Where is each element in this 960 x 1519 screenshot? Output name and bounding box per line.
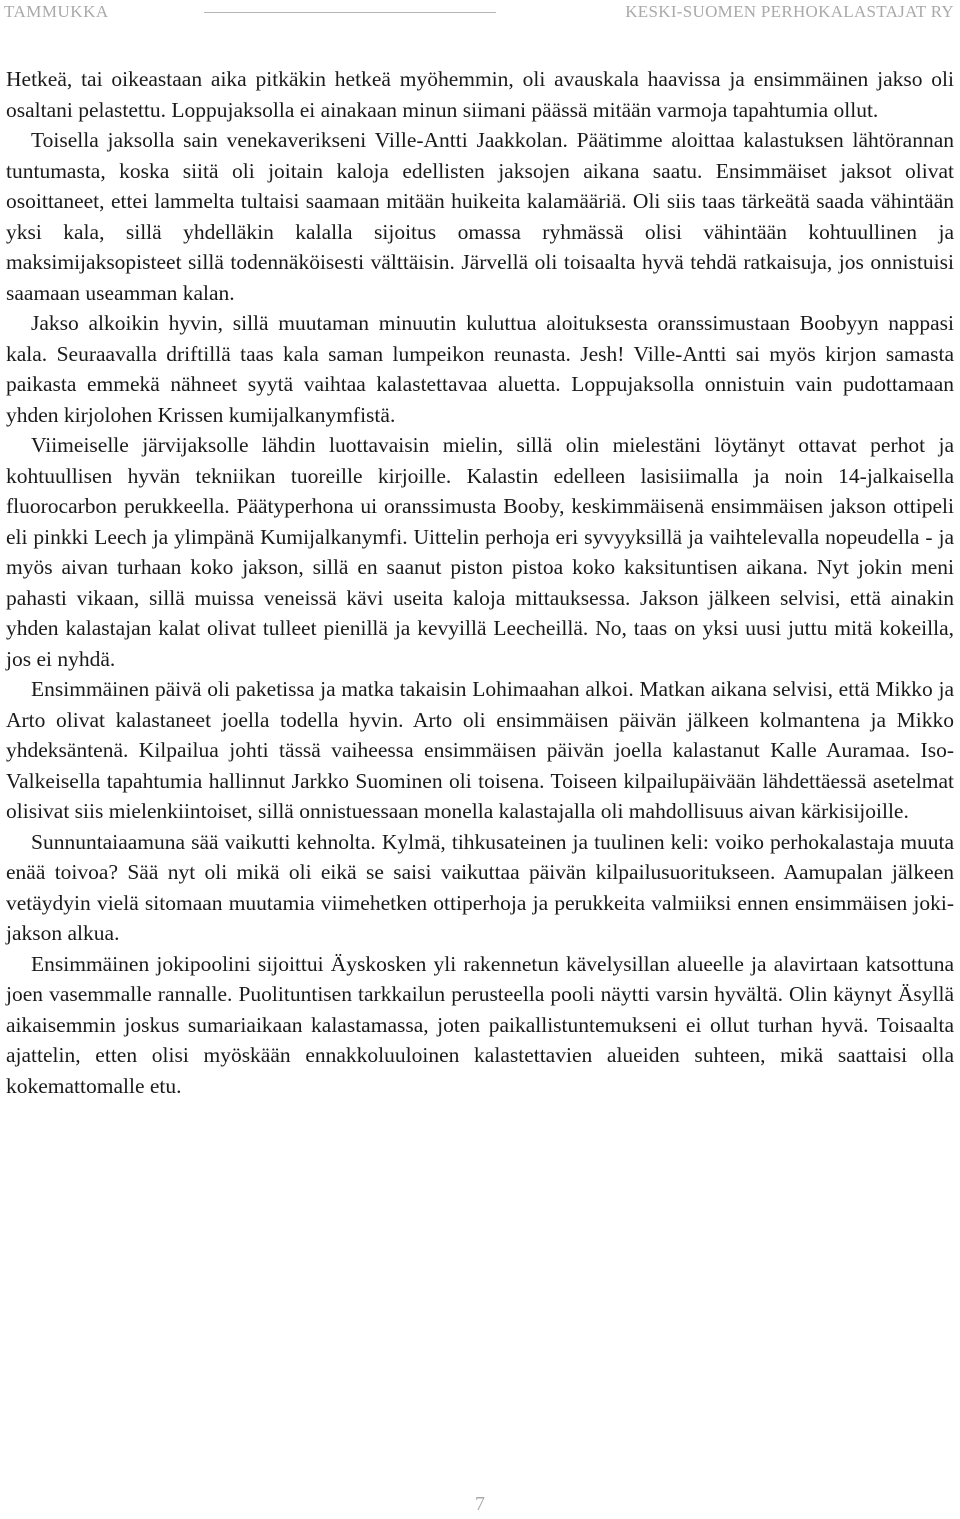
paragraph: Sunnuntaiaamuna sää vaikutti kehnolta. Kylmä, tihkusateinen ja tuulinen keli: voiko perhokalastaja muuta enää toivoa? Sää nyt oli mikä oli eikä se saisi vaikuttaa päivän kilpailusuoritukseen. Aamupalan jälkeen vetäydyin vielä sitomaan muutamia viimehetken ottiperhoja ja perukkeita valmiiksi ennen ensimmäisen jokijakson alkua. <box>6 829 954 945</box>
header-publication-title: TAMMUKKA <box>4 2 109 21</box>
header-organization: KESKI-SUOMEN PERHOKALASTAJAT RY <box>625 2 954 21</box>
paragraph: Ensimmäinen jokipoolini sijoittui Äyskosken yli rakennetun kävelysillan alueelle ja alavirtaan katsottuna joen vasemmalle rannalle. Puolituntisen tarkkailun perusteella pooli näytti varsin hyvältä. Olin käynyt Äsyllä aikaisemmin joskus sumariaikaan kalastamassa, joten paikallistuntemukseni ei ollut turhan hyvä. Toisaalta ajattelin, etten olisi myöskään ennakkoluuloinen kalastettavien alueiden suhteen, mikä saattaisi olla kokemattomalle etu. <box>6 951 954 1098</box>
paragraph: Ensimmäinen päivä oli paketissa ja matka takaisin Lohimaahan alkoi. Matkan aikana selvisi, että Mikko ja Arto olivat kalastaneet joella todella hyvin. Arto oli ensimmäisen päivän jälkeen kolmantena ja Mikko yhdeksäntenä. Kilpailua johti tässä vaiheessa ensimmäisen päivän joella kalastanut Kalle Auramaa. Iso-Valkeisella tapahtumia hallinnut Jarkko Suominen oli toisena. Toiseen kilpailupäivään lähdettäessä asetelmat olisivat siis mielenkiintoiset, sillä onnistuessaan monella kalastajalla oli mahdollisuus aivan kärkisijoille. <box>6 677 954 823</box>
header-divider <box>204 12 496 13</box>
paragraph: Hetkeä, tai oikeastaan aika pitkäkin hetkeä myöhemmin, oli avauskala haavissa ja ensimmäinen jakso oli osaltani pelastettu. Loppujaksolla ei ainakaan minun siimani päässä mitään varmoja tapahtumia ollut. <box>6 67 954 122</box>
paragraph: Viimeiselle järvijaksolle lähdin luottavaisin mielin, sillä olin mielestäni löytänyt ottavat perhot ja kohtuullisen hyvän tekniikan tuoreille kirjoille. Kalastin edelleen lasisiimalla ja noin 14-jalkaisella fluorocarbon perukkeella. Päätyperhona ui oranssimusta Booby, keskimmäisenä ensimmäisen jakson ottipeli eli pinkki Leech ja ylimpänä Kumijalkanymfi. Uittelin perhoja eri syvyyksillä ja vaihtelevalla nopeudella - ja myös aivan turhaan koko jakson, sillä en saanut piston pistoa koko kaksituntisen aikana. Nyt jokin meni pahasti vikaan, sillä muissa veneissä kävi useita kaloja mittauksessa. Jakson jälkeen selvisi, että ainakin yhden kalastajan kalat olivat tulleet pienillä ja kevyillä Leecheillä. No, taas on yksi uusi juttu mitä kokeilla, jos ei nyhdä. <box>6 433 954 671</box>
article-body <box>6 64 954 1101</box>
page-number: 7 <box>475 1493 485 1515</box>
paragraph: Toisella jaksolla sain venekaverikseni Ville-Antti Jaakkolan. Päätimme aloittaa kalastuksen lähtörannan tuntumasta, koska siitä oli joitain kaloja edellisten jaksojen aikana saatu. Ensimmäiset jaksot olivat osoittaneet, ettei lammelta tultaisi saamaan mitään huikeita kalamääriä. Oli siis taas tärkeätä saada vähintään yksi kala, sillä yhdelläkin kalalla sijoitus omassa ryhmässä olisi vähintään kohtuullinen ja maksimijaksopisteet sillä todennäköisesti välttäisin. Järvellä oli toisaalta hyvä tehdä ratkaisuja, jos onnistuisi saamaan useamman kalan. <box>6 128 954 305</box>
paragraph: Jakso alkoikin hyvin, sillä muutaman minuutin kuluttua aloituksesta oranssimustaan Boobyyn nappasi kala. Seuraavalla driftillä taas kala saman lumpeikon reunasta. Jesh! Ville-Antti sai myös kirjon samasta paikasta emmekä nähneet syytä vaihtaa kalastettavaa aluetta. Loppujaksolla onnistuin vain pudottamaan yhden kirjolohen Krissen kumijalkanymfistä. <box>6 311 954 427</box>
page-header <box>0 0 960 26</box>
